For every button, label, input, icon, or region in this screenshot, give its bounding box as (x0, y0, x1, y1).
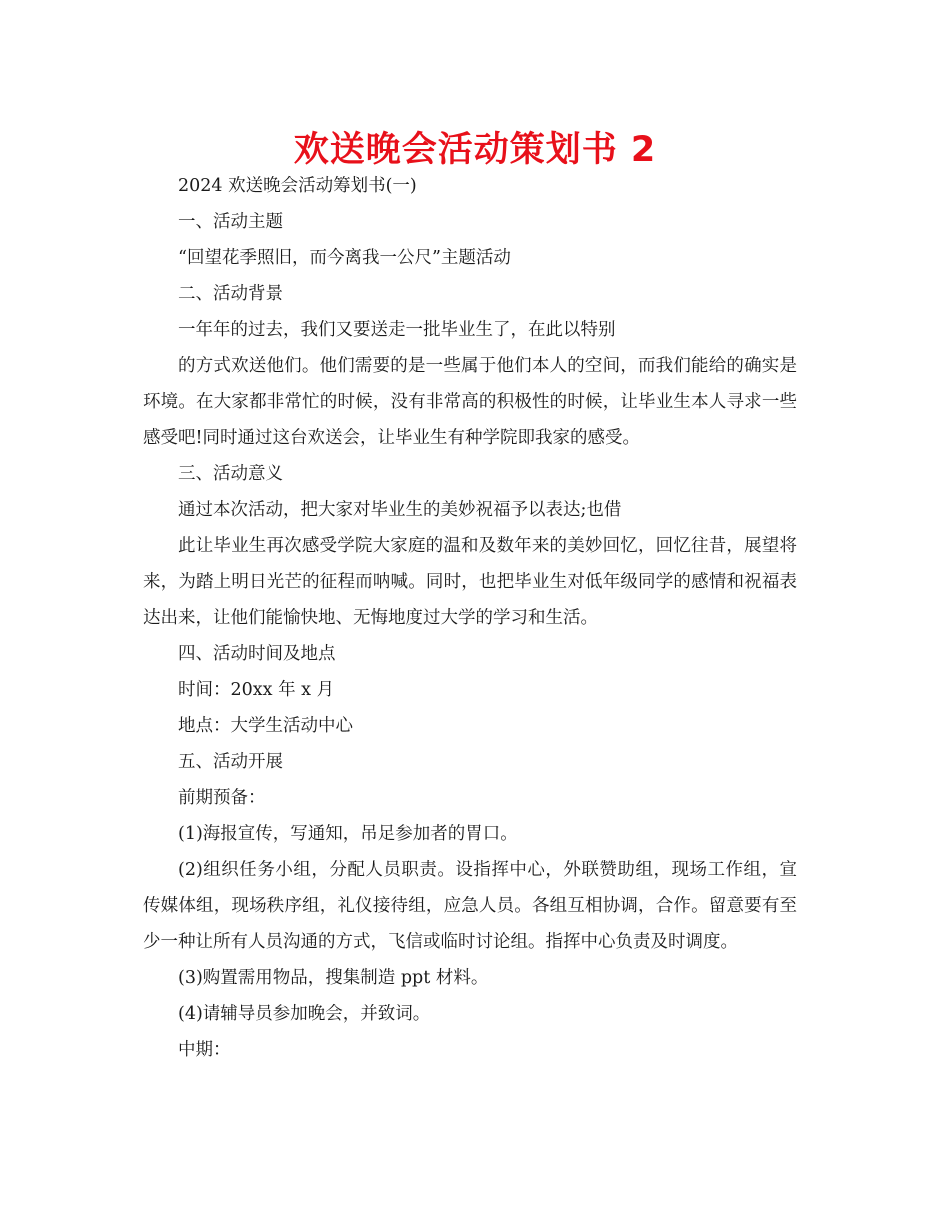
paragraph-preparation-heading: 前期预备： (178, 788, 266, 808)
list-item-4: (4)请辅导员参加晚会，并致词。 (178, 1004, 431, 1024)
document-title: 欢送晚会活动策划书 2 (293, 130, 657, 170)
section-heading-time-place: 四、活动时间及地点 (178, 644, 336, 664)
document-body (143, 168, 797, 1068)
paragraph-significance-line1: 通过本次活动，把大家对毕业生的美妙祝福予以表达;也借 (178, 500, 622, 520)
paragraph-place: 地点：大学生活动中心 (178, 716, 353, 736)
section-heading-significance: 三、活动意义 (178, 464, 283, 484)
paragraph-background-line1: 一年年的过去，我们又要送走一批毕业生了，在此以特别 (178, 320, 616, 340)
paragraph-plan-heading: 2024 欢送晚会活动筹划书(一) (178, 176, 417, 196)
paragraph-time: 时间：20xx 年 x 月 (178, 680, 335, 700)
paragraph-background-body: 的方式欢送他们。他们需要的是一些属于他们本人的空间，而我们能给的确实是环境。在大家都非常忙的时候，没有非常高的积极性的时候，让毕业生本人寻求一些感受吧!同时通过这台欢送会，让毕业生有种学院即我家的感受。 (143, 356, 797, 448)
list-item-2: (2)组织任务小组，分配人员职责。设指挥中心，外联赞助组，现场工作组，宣传媒体组，现场秩序组，礼仪接待组，应急人员。各组互相协调，合作。留意要有至少一种让所有人员沟通的方式，飞信或临时讨论组。指挥中心负责及时调度。 (143, 860, 797, 952)
paragraph-significance-body: 此让毕业生再次感受学院大家庭的温和及数年来的美妙回忆，回忆往昔，展望将来，为踏上明日光芒的征程而呐喊。同时，也把毕业生对低年级同学的感情和祝福表达出来，让他们能愉快地、无悔地度过大学的学习和生活。 (143, 536, 797, 628)
paragraph-theme: “回望花季照旧，而今离我一公尺”主题活动 (178, 248, 511, 268)
list-item-1: (1)海报宣传，写通知，吊足参加者的胃口。 (178, 824, 518, 844)
paragraph-midterm-heading: 中期： (178, 1040, 231, 1060)
section-heading-theme: 一、活动主题 (178, 212, 283, 232)
list-item-3: (3)购置需用物品，搜集制造 ppt 材料。 (178, 968, 489, 988)
section-heading-background: 二、活动背景 (178, 284, 283, 304)
section-heading-activity: 五、活动开展 (178, 752, 283, 772)
